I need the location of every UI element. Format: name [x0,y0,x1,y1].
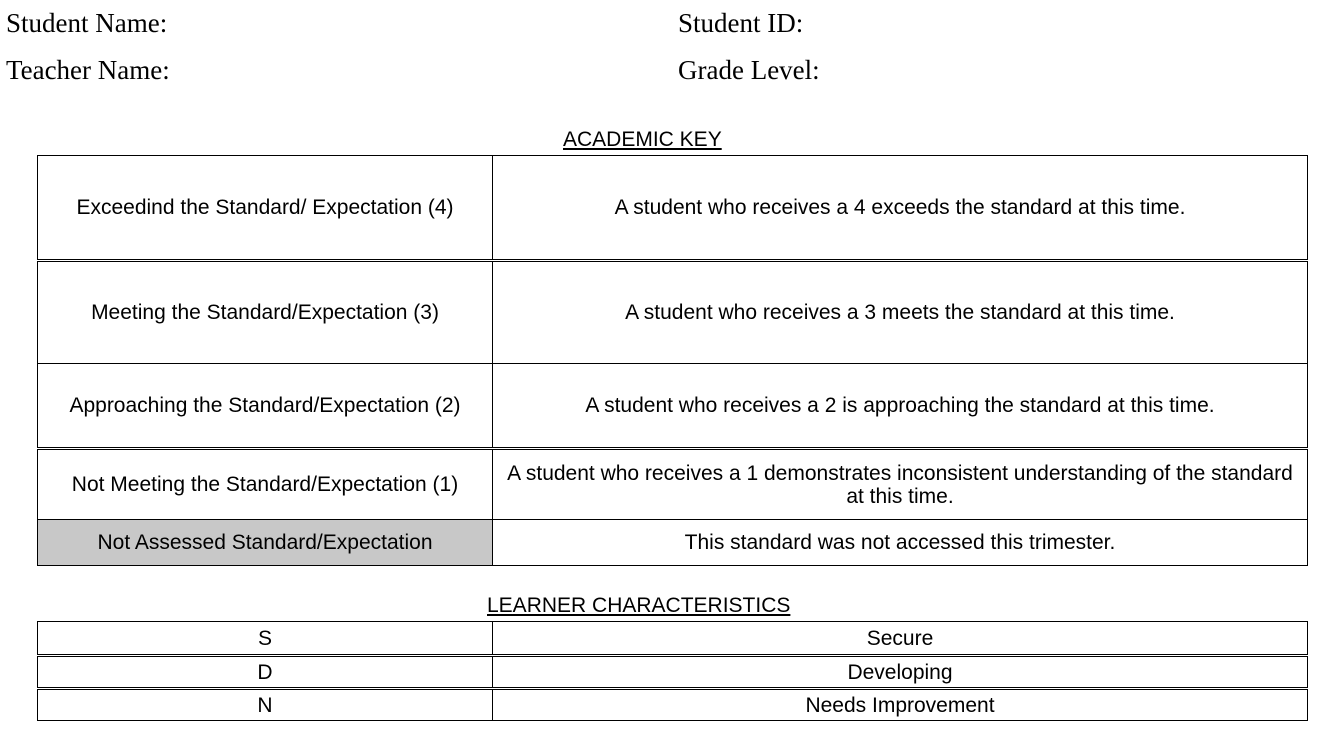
academic-description-cell: A student who receives a 4 exceeds the standard at this time. [493,156,1308,261]
academic-level-cell: Meeting the Standard/Expectation (3) [38,261,493,364]
learner-meaning-cell: Needs Improvement [493,689,1308,721]
learner-characteristics-table [37,621,1308,721]
grade-level-label: Grade Level: [678,55,820,85]
teacher-name-label: Teacher Name: [6,55,170,85]
academic-description-cell: A student who receives a 2 is approaching the standard at this time. [493,364,1308,449]
table-row [38,364,1308,449]
learner-code-cell: S [38,622,493,656]
academic-level-cell: Not Meeting the Standard/Expectation (1) [38,449,493,520]
table-row [38,261,1308,364]
table-row [38,156,1308,261]
not-assessed-cell: Not Assessed Standard/Expectation [38,520,493,566]
table-row [38,449,1308,520]
table-row [38,520,1308,566]
academic-level-cell: Approaching the Standard/Expectation (2) [38,364,493,449]
learner-characteristics-title: LEARNER CHARACTERISTICS [487,594,791,617]
academic-description-cell: This standard was not accessed this trimester. [493,520,1308,566]
table-row [38,622,1308,656]
academic-key-title: ACADEMIC KEY [563,128,722,151]
student-id-label: Student ID: [678,8,804,38]
table-row [38,656,1308,689]
learner-meaning-cell: Developing [493,656,1308,689]
academic-description-cell: A student who receives a 1 demonstrates inconsistent understanding of the standard at this time. [493,449,1308,520]
table-row [38,689,1308,721]
academic-key-table [37,155,1308,566]
academic-level-cell: Exceedind the Standard/ Expectation (4) [38,156,493,261]
academic-description-cell: A student who receives a 3 meets the standard at this time. [493,261,1308,364]
learner-code-cell: N [38,689,493,721]
learner-code-cell: D [38,656,493,689]
student-name-label: Student Name: [6,8,168,38]
learner-meaning-cell: Secure [493,622,1308,656]
